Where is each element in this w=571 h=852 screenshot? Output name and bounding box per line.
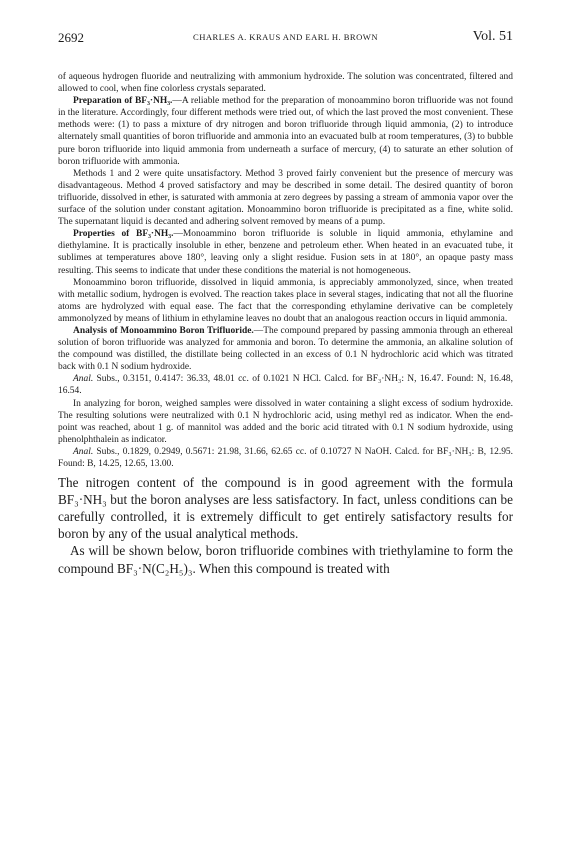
- volume-label: Vol. 51: [472, 29, 513, 44]
- analysis-result-boron: [58, 446, 513, 470]
- paragraph-text: —The compound prepared by passing ammonia through an ethereal solution of boron trifluoride was analyzed for ammonia and boron. To determine the ammonia, an alkaline solution of the compound was distilled, the distillate being collected in an excess of 0.1 N hydrochloric acid which was titrated back with 0.1 N sodium hydroxide.: [58, 325, 513, 373]
- paragraph-text: —A reliable method for the preparation of monoammino boron trifluoride was not found in the literature. Accordingly, four different methods were tried out, of which the last proved the most convenient. These methods were: (1) to pass a mixture of dry nitrogen and boron trifluoride through liquid ammonia, (2) to introduce alternately small quantities of boron trifluoride and ammonia into an evacuated bulb at room temperatures, (3) to bubble pure boron trifluoride into liquid ammonia from underneath a surface of mercury, (4) to saturate an ether solution of boron trifluoride with ammonia.: [58, 96, 513, 167]
- anal-label: Anal.: [73, 446, 94, 457]
- section-heading-properties: Properties of BF₃·NH₃.: [73, 229, 174, 240]
- anal-text: Subs., 0.3151, 0.4147: 36.33, 48.01 cc. of 0.1021 N HCl. Calcd. for BF₃·NH₃: N, 16.47. Found: N, 16.48, 16.54.: [58, 374, 513, 397]
- paragraph-analysis: [58, 325, 513, 373]
- paragraph-continuation: of aqueous hydrogen fluoride and neutralizing with ammonium hydroxide. The solution was concentrated, filtered and allowed to cool, when fine colorless crystals separated.: [58, 72, 513, 95]
- paragraph-ammonolysis: Monoammino boron trifluoride, dissolved in liquid ammonia, is appreciably ammonolyzed, since, when treated with metallic sodium, hydrogen is evolved. The reaction takes place in several stages, indicating that not all the fluorine atoms are hydrolyzed with equal ease. The fact that the corresponding ethylamine derivative can be completely ammonolyzed by means of lithium in ethylamine leaves no doubt that an analogous reaction occurs in liquid ammonia.: [58, 277, 513, 324]
- page-number: 2692: [58, 30, 84, 45]
- running-header: [58, 28, 513, 50]
- section-heading-analysis: Analysis of Monoammino Boron Trifluoride.: [73, 325, 254, 336]
- paragraph-preparation: [58, 95, 513, 168]
- paragraph-nitrogen-agreement: The nitrogen content of the compound is in good agreement with the formula BF₃·NH₃ but the boron analyses are less satisfactory. In fact, unless conditions can be carefully controlled, it is extremely difficult to get entirely satisfactory results for boron by any of the usual analytical methods.: [58, 475, 513, 542]
- section-heading-preparation: Preparation of BF₃·NH₃.: [73, 96, 173, 107]
- anal-label: Anal.: [73, 374, 94, 385]
- running-title: CHARLES A. KRAUS AND EARL H. BROWN: [193, 32, 378, 42]
- journal-page: [58, 28, 513, 577]
- paragraph-triethylamine: As will be shown below, boron trifluoride combines with triethylamine to form the compound BF₃·N(C₂H₅)₃. When this compound is treated with: [58, 543, 513, 576]
- small-print-body: [58, 71, 513, 470]
- large-print-body: [58, 474, 513, 577]
- paragraph-properties: [58, 228, 513, 276]
- anal-text: Subs., 0.1829, 0.2949, 0.5671: 21.98, 31.66, 62.65 cc. of 0.10727 N NaOH. Calcd. for BF₃·NH₃: B, 12.95. Found: B, 14.25, 12.65, 13.00.: [58, 446, 513, 469]
- paragraph-methods: Methods 1 and 2 were quite unsatisfactory. Method 3 proved fairly convenient but the presence of mercury was disadvantageous. Method 4 proved satisfactory and may be described in some detail. The desired quantity of boron trifluoride, dissolved in ether, is saturated with ammonia at zero degrees by passing a stream of ammonia vapor over the surface of the solution under constant agitation. Monoammino boron trifluoride is precipitated as a fine, white solid. The supernatant liquid is decanted and adhering solvent removed by means of a pump.: [58, 168, 513, 228]
- analysis-result-nitrogen: [58, 373, 513, 397]
- paragraph-text: —Monoammino boron trifluoride is soluble in liquid ammonia, ethylamine and diethylamine. It is practically insoluble in ether, benzene and petroleum ether. When heated in an evacuated tube, it sublimes at temperatures above 180°, leaving only a slight residue. Fusion sets in at 180°, an opaque pasty mass resulting. This seems to indicate that under these conditions the material is not homogeneous.: [58, 229, 514, 276]
- paragraph-boron-method: In analyzing for boron, weighed samples were dissolved in water containing a slight excess of sodium hydroxide. The resulting solutions were neutralized with 0.1 N hydrochloric acid, using methyl red as indicator. When the end-point was reached, about 1 g. of mannitol was added and the boric acid titrated with 0.1 N sodium hydroxide, using phenolphthalein as indicator.: [58, 398, 513, 445]
